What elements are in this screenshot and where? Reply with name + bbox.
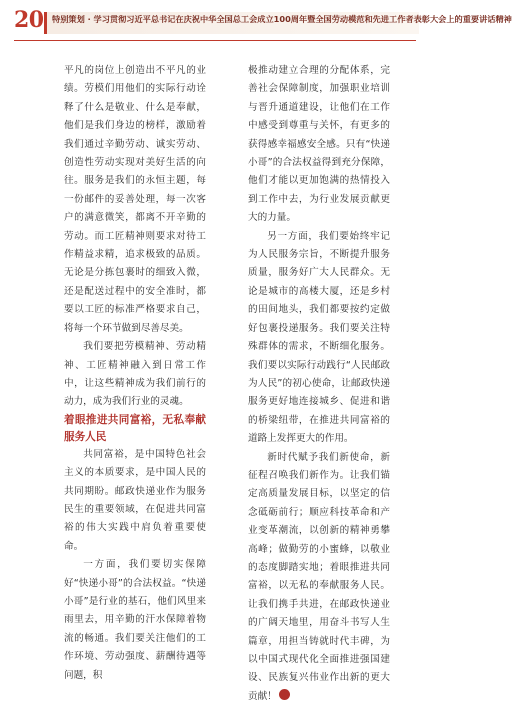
paragraph: 我们要把劳模精神、劳动精神、工匠精神融入到日常工作中，让这些精神成为我们前行的动力，成为我们行业的灵魂。 <box>64 341 206 408</box>
paragraph: 平凡的岗位上创造出不平凡的业绩。劳模们用他们的实际行动诠释了什么是敬业、什么是奉献，他们是我们身边的榜样，激励着我们通过辛勤劳动、诚实劳动、创造性劳动实现对美好生活的向往。服务是我们的永恒主题，每一份邮件的妥善处理，每一次客户的满意微笑，都离不开辛勤的劳动。而工匠精神则要求对待工作精益求精，追求极致的品质。无论是分拣包裹时的细致入微，还是配送过程中的安全准时，都要以工匠的标准严格要求自己，将每一个环节做到尽善尽美。 <box>64 65 206 334</box>
paragraph: 极推动建立合理的分配体系，完善社会保障制度，加强职业培训与晋升通道建设，让他们在工作中感受到尊重与关怀，有更多的获得感幸福感安全感。只有“快递小哥”的合法权益得到充分保障，他们才能以更加饱满的热情投入到工作中去，为行业发展贡献更大的力量。 <box>248 65 390 224</box>
header-rule <box>14 40 416 41</box>
section-subheading: 着眼推进共同富裕，无私奉献服务人民 <box>64 413 206 443</box>
paragraph: 一方面，我们要切实保障好“快递小哥”的合法权益。“快递小哥”是行业的基石，他们风里来雨里去，用辛勤的汗水保障着物流的畅通。我们要关注他们的工作环境、劳动强度、薪酬待遇等问题，积 <box>64 559 206 681</box>
page-number: 20 <box>14 7 44 33</box>
left-column <box>64 62 206 685</box>
article-end-mark-icon <box>279 689 290 700</box>
right-column <box>248 62 390 706</box>
running-title: 特别策划 · 学习贯彻习近平总书记在庆祝中华全国总工会成立100周年暨全国劳动模范和先进工作者表彰大会上的重要讲话精神 <box>52 14 512 24</box>
paragraph-final <box>248 449 390 706</box>
article-body <box>64 62 394 702</box>
paragraph: 共同富裕，是中国特色社会主义的本质要求，是中国人民的共同期盼。邮政快递业作为服务民生的重要领域，在促进共同富裕的伟大实践中肩负着重要使命。 <box>64 448 206 552</box>
paragraph-text: 新时代赋予我们新使命，新征程召唤我们新作为。让我们锚定高质量发展目标，以坚定的信念砥砺前行；顺应科技革命和产业变革潮流，以创新的精神勇攀高峰；做勤劳的小蜜蜂，以敬业的态度脚踏实地；着眼推进共同富裕，以无私的奉献服务人民。让我们携手共进，在邮政快递业的广阔天地里，用奋斗书写人生篇章，用担当铸就时代丰碑，为以中国式现代化全面推进强国建设、民族复兴伟业作出新的更大贡献！ <box>248 451 390 702</box>
paragraph: 另一方面，我们要始终牢记为人民服务宗旨，不断提升服务质量，服务好广大人民群众。无论是城市的高楼大厦，还是乡村的田间地头，我们都要按约定做好包裹投递服务。我们要关注特殊群体的需求，不断细化服务。我们要以实际行动践行“人民邮政为人民”的初心使命，让邮政快递服务更好地连接城乡、促进和谐的桥梁纽带，在推进共同富裕的道路上发挥更大的作用。 <box>248 230 390 445</box>
page-header <box>0 0 512 42</box>
